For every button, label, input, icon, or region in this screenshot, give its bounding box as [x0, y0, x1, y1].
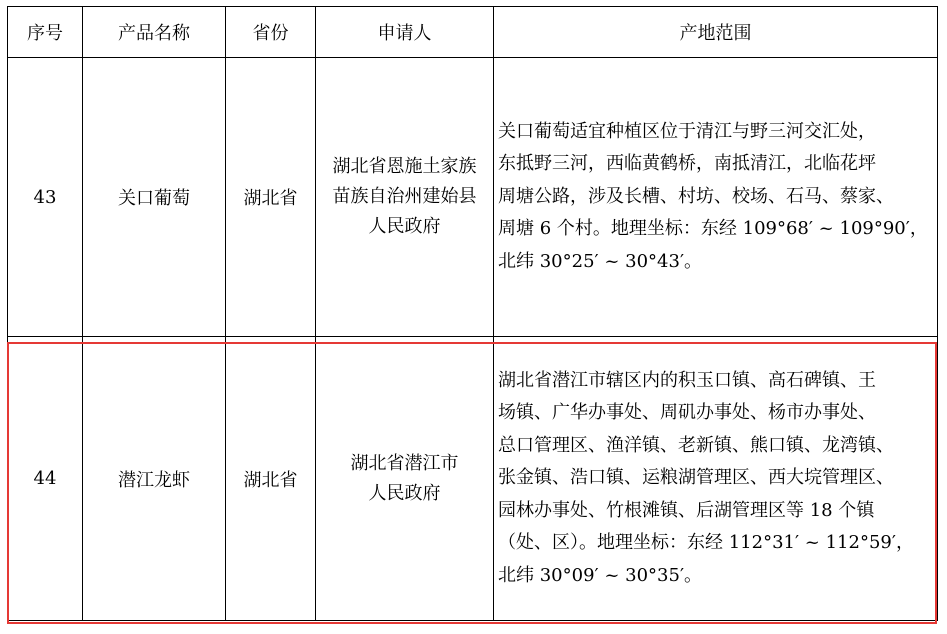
origin-line: 湖北省潜江市辖区内的积玉口镇、高石碑镇、王	[498, 369, 876, 391]
applicant	[316, 337, 494, 621]
origin-range	[494, 58, 938, 337]
origin-range	[494, 337, 938, 621]
table-row	[8, 337, 938, 621]
applicant	[316, 58, 494, 337]
origin-line: 场镇、广华办事处、周矶办事处、杨市办事处、	[498, 402, 876, 424]
product-name: 关口葡萄	[83, 58, 226, 337]
origin-line: 周塘 6 个村。地理坐标：东经 109°68′ ~ 109°90′，	[498, 218, 928, 240]
table-row	[8, 58, 938, 337]
origin-line: 东抵野三河，西临黄鹤桥，南抵清江，北临花坪	[498, 153, 876, 175]
origin-line: 北纬 30°09′ ~ 30°35′。	[498, 564, 703, 586]
applicant-line: 人民政府	[368, 482, 441, 504]
header-product-name: 产品名称	[83, 7, 226, 58]
header-applicant: 申请人	[316, 7, 494, 58]
province: 湖北省	[226, 337, 316, 621]
applicant-line: 湖北省潜江市	[350, 452, 459, 474]
row-number: 44	[8, 337, 83, 621]
origin-line: 北纬 30°25′ ~ 30°43′。	[498, 250, 703, 272]
origin-line: （处、区）。地理坐标：东经 112°31′ ~ 112°59′，	[498, 532, 914, 554]
province: 湖北省	[226, 58, 316, 337]
origin-line: 园林办事处、竹根滩镇、后湖管理区等 18 个镇	[498, 499, 875, 521]
geographic-indication-table	[7, 6, 938, 621]
applicant-line: 人民政府	[368, 216, 441, 237]
origin-line: 张金镇、浩口镇、运粮湖管理区、西大垸管理区、	[498, 467, 894, 489]
applicant-line: 苗族自治州建始县	[332, 186, 477, 207]
header-origin-range: 产地范围	[494, 7, 938, 58]
table-header-row	[8, 7, 938, 58]
header-number: 序号	[8, 7, 83, 58]
product-name: 潜江龙虾	[83, 337, 226, 621]
origin-line: 总口管理区、渔洋镇、老新镇、熊口镇、龙湾镇、	[498, 434, 894, 456]
origin-line: 关口葡萄适宜种植区位于清江与野三河交汇处，	[498, 120, 876, 142]
applicant-line: 湖北省恩施土家族	[332, 156, 477, 177]
row-number: 43	[8, 58, 83, 337]
header-province: 省份	[226, 7, 316, 58]
origin-line: 周塘公路，涉及长槽、村坊、校场、石马、蔡家、	[498, 185, 894, 207]
